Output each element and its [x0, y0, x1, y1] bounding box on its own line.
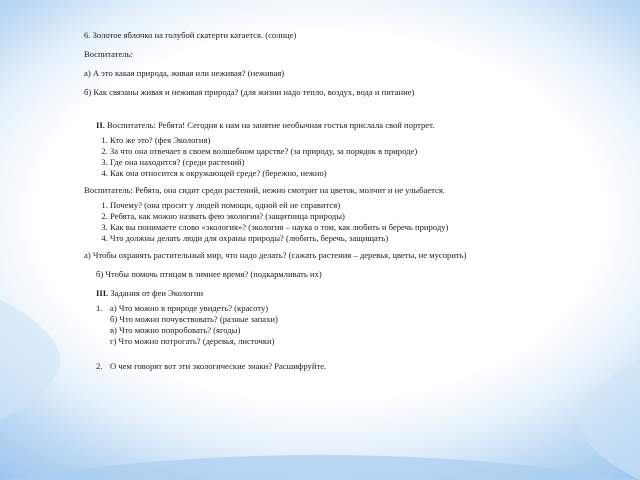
question-a: а) А это какая природа, живая или неживая? (неживая) — [84, 68, 285, 78]
list-item: 3. Как вы понимаете слово «экология»? (экология – наука о том, как любить и беречь природу) — [110, 222, 476, 233]
task-line: в) Что можно попробовать? (ягоды) — [110, 325, 241, 335]
task-2-number: 2. — [96, 361, 103, 371]
list-item: 4. Как она относится к окружающей среде? (бережно, нежно) — [110, 168, 476, 179]
section-3-text: Задания от феи Экологии — [110, 288, 204, 298]
task-1-number: 1. — [96, 303, 103, 313]
question-b-2: б) Чтобы помочь птицам в зимнее время? (подкармливать их) — [96, 269, 322, 279]
task-line: б) Что можно почувствовать? (разные запахи) — [110, 314, 278, 324]
section-3-roman: III. — [96, 288, 109, 298]
task-line: а) Что можно в природе увидеть? (красоту) — [110, 303, 269, 313]
list-item: 4. Что должны делать люди для охраны природы? (любить, беречь, защищать) — [110, 233, 476, 244]
question-list-2 — [84, 200, 476, 244]
task-2-text: О чем говорят вот эти экологические знаки? Расшифруйте. — [110, 361, 327, 371]
section-2-text: Воспитатель: Ребята! Сегодня к нам на занятие необычная гостья прислала свой портрет. — [107, 120, 435, 130]
list-item: 3. Где она находится? (среди растений) — [110, 157, 476, 168]
section-2-heading — [84, 120, 476, 131]
question-a-2: а) Чтобы охранять растительный мир, что надо делать? (сажать растения – деревья, цветы, не мусорить) — [84, 250, 467, 260]
question-list-1 — [84, 135, 476, 179]
riddle-line: 6. Золотое яблочко на голубой скатерти катается. (солнце) — [84, 30, 297, 40]
teacher-remark: Воспитатель: Ребята, она сидит среди растений, нежно смотрит на цветок, молчит и не улыбается. — [84, 185, 445, 195]
spacer — [84, 106, 476, 120]
task-1-lines — [110, 303, 278, 347]
task-1 — [84, 303, 476, 347]
section-3-heading — [84, 288, 476, 299]
document-page — [84, 30, 476, 378]
task-2 — [84, 361, 476, 372]
spacer — [84, 353, 476, 361]
teacher-label: Воспитатель: — [84, 49, 133, 59]
list-item: 2. Ребята, как можно назвать фею экологии? (защитница природы) — [110, 211, 476, 222]
task-line: г) Что можно потрогать? (деревья, листочки) — [110, 336, 275, 346]
list-item: 1. Почему? (она просит у людей помощи, одной ей не справится) — [110, 200, 476, 211]
list-item: 2. За что она отвечает в своем волшебном царстве? (за природу, за порядок в природе) — [110, 146, 476, 157]
section-2-roman: II. — [96, 120, 105, 130]
list-item: 1. Кто же это? (фея Экология) — [110, 135, 476, 146]
question-b: б) Как связаны живая и неживая природа? (для жизни надо тепло, воздух, вода и питание) — [84, 87, 415, 97]
